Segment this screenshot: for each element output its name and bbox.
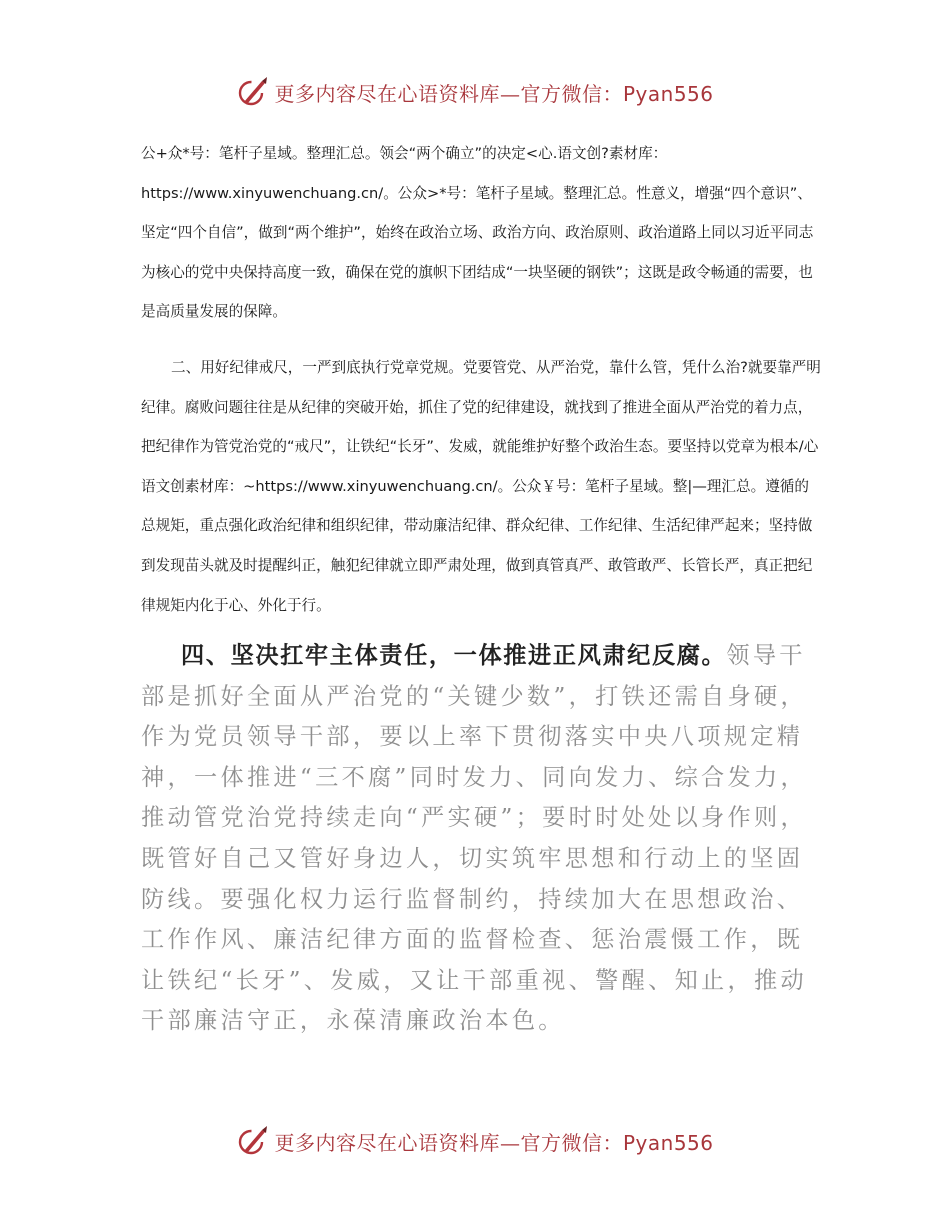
paragraph-2-text: 二、用好纪律戒尺，一严到底执行党章党规。党要管党、从严治党，靠什么管，凭什么治?就要靠严明纪律。腐败问题往往是从纪律的突破开始，抓住了党的纪律建设，就找到了推进全面从严治党的着力点，把纪律作为管党治党的“戒尺”，让铁纪“长牙”、发威，就能维护好整个政治生态。要坚持以党章为根本/心语文创素材库：~https://www.xinyuwenchuang.cn/。公众￥号：笔杆子星域。整|—理汇总。遵循的总规矩，重点强化政治纪律和组织纪律，带动廉洁纪律、群众纪律、工作纪律、生活纪律严起来；坚持做到发现苗头就及时提醒纠正，触犯纪律就立即严肃处理，做到真管真严、敢管敢严、长管长严，真正把纪律规矩内化于心、外化于行。	[141, 359, 821, 614]
banner-wechat-label: 官方微信：	[520, 81, 623, 106]
paragraph-3	[141, 636, 816, 1042]
paragraph-2	[141, 348, 821, 625]
footer-banner	[0, 1121, 950, 1161]
paragraph-3-heading: 四、坚决扛牢主体责任，一体推进正风肃纪反腐。	[181, 642, 727, 669]
banner-wechat-id: Pyan556	[622, 81, 714, 106]
banner-prefix: 更多内容尽在心语资料库—	[274, 81, 521, 106]
paragraph-1-text: 公+众*号：笔杆子星域。整理汇总。领会“两个确立”的决定<心.语文创?素材库：https://www.xinyuwenchuang.cn/。公众>*号：笔杆子星域。整理汇总。性意义，增强“四个意识”、坚定“四个自信”，做到“两个维护”，始终在政治立场、政治方向、政治原则、政治道路上同以习近平同志为核心的党中央保持高度一致，确保在党的旗帜下团结成“一块坚硬的钢铁”；这既是政令畅通的需要，也是高质量发展的保障。	[141, 145, 814, 321]
banner-prefix: 更多内容尽在心语资料库—	[274, 1130, 521, 1155]
banner-wechat-label: 官方微信：	[520, 1130, 623, 1155]
quill-seal-icon	[236, 75, 270, 109]
header-banner	[0, 72, 950, 112]
banner-text	[274, 78, 713, 107]
banner-text	[274, 1127, 713, 1156]
quill-seal-icon	[236, 1124, 270, 1158]
banner-wechat-id: Pyan556	[622, 1130, 714, 1155]
paragraph-3-body: 领导干部是抓好全面从严治党的“关键少数”，打铁还需自身硬，作为党员领导干部，要以上率下贯彻落实中央八项规定精神，一体推进“三不腐”同时发力、同向发力、综合发力，推动管党治党持续走向“严实硬”；要时时处处以身作则，既管好自己又管好身边人，切实筑牢思想和行动上的坚固防线。要强化权力运行监督制约，持续加大在思想政治、工作作风、廉洁纪律方面的监督检查、惩治震慑工作，既让铁纪“长牙”、发威，又让干部重视、警醒、知止，推动干部廉洁守正，永葆清廉政治本色。	[141, 642, 808, 1035]
paragraph-1	[141, 134, 821, 332]
